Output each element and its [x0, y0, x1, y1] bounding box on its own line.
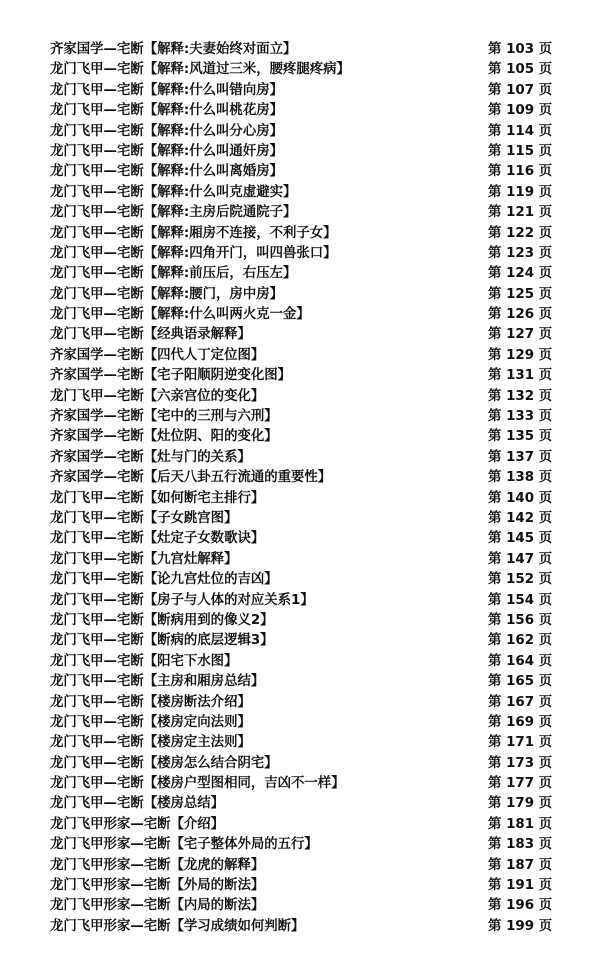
- toc-entry: [50, 468, 553, 488]
- page-suffix: 页: [538, 653, 553, 669]
- page-prefix: 第: [488, 816, 502, 832]
- toc-entry-title: 龙门飞甲—宅断【房子与人体的对应关系1】: [50, 592, 314, 608]
- toc-entry-title: 龙门飞甲—宅断【经典语录解释】: [50, 327, 251, 343]
- page-prefix: 第: [488, 674, 502, 690]
- page-prefix: 第: [488, 164, 502, 180]
- toc-entry: [50, 427, 553, 447]
- toc-entry: [50, 652, 553, 672]
- page-suffix: 页: [538, 103, 553, 119]
- page-suffix: 页: [538, 143, 553, 159]
- toc-entry-title: 龙门飞甲—宅断【断病的底层逻辑3】: [50, 633, 274, 649]
- page-prefix: 第: [488, 225, 502, 241]
- toc-entry: [50, 611, 553, 631]
- toc-entry-title: 龙门飞甲—宅断【楼房怎么结合阴宅】: [50, 755, 278, 771]
- toc-entry: [50, 224, 553, 244]
- toc-entry-page: [488, 101, 552, 121]
- page-prefix: 第: [488, 205, 502, 221]
- page-number: 126: [506, 307, 535, 323]
- page-number: 164: [506, 653, 535, 669]
- page-prefix: 第: [488, 327, 502, 343]
- toc-entry: [50, 896, 553, 916]
- toc-entry-title: 齐家国学—宅断【灶与门的关系】: [50, 449, 251, 465]
- page-number: 105: [506, 62, 535, 78]
- page-suffix: 页: [538, 918, 553, 934]
- page-number: 196: [506, 898, 535, 914]
- page-prefix: 第: [488, 551, 502, 567]
- toc-entry-title: 龙门飞甲—宅断【断病用到的像义2】: [50, 612, 274, 628]
- page-prefix: 第: [488, 694, 502, 710]
- page-prefix: 第: [488, 735, 502, 751]
- toc-entry-page: [488, 468, 552, 488]
- page-prefix: 第: [488, 592, 502, 608]
- toc-entry-page: [488, 631, 552, 651]
- toc-entry: [50, 305, 553, 325]
- toc-entry-title: 齐家国学—宅断【宅中的三刑与六刑】: [50, 409, 278, 425]
- toc-entry-title: 龙门飞甲—宅断【楼房定向法则】: [50, 714, 251, 730]
- page-prefix: 第: [488, 470, 502, 486]
- toc-entry: [50, 101, 553, 121]
- toc-entry-page: [488, 40, 552, 60]
- page-prefix: 第: [488, 409, 502, 425]
- page-suffix: 页: [538, 82, 553, 98]
- toc-entry: [50, 591, 553, 611]
- page-number: 142: [506, 510, 535, 526]
- page-prefix: 第: [488, 103, 502, 119]
- page-prefix: 第: [488, 286, 502, 302]
- toc-entry: [50, 183, 553, 203]
- toc-entry-title: 龙门飞甲形家—宅断【学习成绩如何判断】: [50, 918, 305, 934]
- page-prefix: 第: [488, 490, 502, 506]
- toc-entry: [50, 60, 553, 80]
- toc-entry-page: [488, 387, 552, 407]
- toc-entry-page: [488, 427, 552, 447]
- page-suffix: 页: [538, 510, 553, 526]
- page-prefix: 第: [488, 307, 502, 323]
- toc-entry: [50, 407, 553, 427]
- toc-entry: [50, 856, 553, 876]
- toc-entry: [50, 774, 553, 794]
- toc-entry-title: 龙门飞甲—宅断【楼房定主法则】: [50, 735, 251, 751]
- toc-entry-title: 龙门飞甲—宅断【解释:什么叫通奸房】: [50, 143, 283, 159]
- page-prefix: 第: [488, 633, 502, 649]
- toc-entry-page: [488, 325, 552, 345]
- toc-entry-page: [488, 570, 552, 590]
- page-number: 109: [506, 103, 535, 119]
- toc-entry-page: [488, 794, 552, 814]
- page-prefix: 第: [488, 42, 502, 57]
- page-prefix: 第: [488, 245, 502, 261]
- page-number: 115: [506, 143, 535, 159]
- toc-entry-title: 龙门飞甲—宅断【灶定子女数歌诀】: [50, 531, 265, 547]
- toc-entry-page: [488, 285, 552, 305]
- page-suffix: 页: [538, 714, 553, 730]
- page-suffix: 页: [538, 409, 553, 425]
- page-prefix: 第: [488, 184, 502, 200]
- page-suffix: 页: [538, 327, 553, 343]
- page-prefix: 第: [488, 449, 502, 465]
- page-number: 133: [506, 409, 535, 425]
- toc-entry: [50, 387, 553, 407]
- page-number: 119: [506, 184, 535, 200]
- page-prefix: 第: [488, 612, 502, 628]
- page-number: 140: [506, 490, 535, 506]
- toc-entry: [50, 264, 553, 284]
- toc-entry-page: [488, 60, 552, 80]
- toc-entry-title: 龙门飞甲—宅断【解释:什么叫克虚避实】: [50, 184, 297, 200]
- toc-entry-title: 龙门飞甲—宅断【解释:什么叫两火克一金】: [50, 307, 310, 323]
- toc-entry: [50, 203, 553, 223]
- page-prefix: 第: [488, 755, 502, 771]
- page-number: 132: [506, 388, 535, 404]
- page-prefix: 第: [488, 82, 502, 98]
- page-suffix: 页: [538, 307, 553, 323]
- toc-entry-title: 龙门飞甲—宅断【解释:什么叫离婚房】: [50, 164, 283, 180]
- page-number: 135: [506, 429, 535, 445]
- toc-entry-page: [488, 366, 552, 386]
- toc-entry: [50, 631, 553, 651]
- page-prefix: 第: [488, 123, 502, 139]
- toc-entry-title: 龙门飞甲—宅断【解释:厢房不连接，不利子女】: [50, 225, 337, 241]
- page-number: 162: [506, 633, 535, 649]
- toc-entry-title: 龙门飞甲—宅断【解释:风道过三米，腰疼腿疼病】: [50, 62, 350, 78]
- page-suffix: 页: [538, 735, 553, 751]
- toc-entry: [50, 794, 553, 814]
- toc-entry-page: [488, 162, 552, 182]
- page-suffix: 页: [538, 205, 553, 221]
- toc-entry-page: [488, 203, 552, 223]
- toc-entry-page: [488, 754, 552, 774]
- page-suffix: 页: [538, 286, 553, 302]
- page-number: 165: [506, 674, 535, 690]
- toc-entry-page: [488, 81, 552, 101]
- toc-entry: [50, 529, 553, 549]
- page-suffix: 页: [538, 123, 553, 139]
- page-suffix: 页: [538, 42, 553, 57]
- toc-entry-page: [488, 611, 552, 631]
- toc-entry-title: 龙门飞甲形家—宅断【介绍】: [50, 816, 225, 832]
- toc-entry-page: [488, 529, 552, 549]
- toc-entry-page: [488, 672, 552, 692]
- page-prefix: 第: [488, 531, 502, 547]
- toc-entry-page: [488, 896, 552, 916]
- toc-entry-title: 龙门飞甲—宅断【六亲宫位的变化】: [50, 388, 265, 404]
- toc-entry-page: [488, 856, 552, 876]
- toc-entry: [50, 835, 553, 855]
- page-prefix: 第: [488, 143, 502, 159]
- page-suffix: 页: [538, 164, 553, 180]
- toc-entry-title: 龙门飞甲—宅断【解释:什么叫分心房】: [50, 123, 283, 139]
- page-number: 124: [506, 266, 535, 282]
- page-prefix: 第: [488, 898, 502, 914]
- toc-entry-page: [488, 591, 552, 611]
- toc-entry: [50, 244, 553, 264]
- page-number: 147: [506, 551, 535, 567]
- page-suffix: 页: [538, 674, 553, 690]
- page-prefix: 第: [488, 368, 502, 384]
- toc-entry: [50, 448, 553, 468]
- page-suffix: 页: [538, 245, 553, 261]
- page-suffix: 页: [538, 470, 553, 486]
- page-number: 103: [506, 42, 535, 57]
- page-number: 145: [506, 531, 535, 547]
- toc-entry-page: [488, 876, 552, 896]
- page-prefix: 第: [488, 572, 502, 588]
- toc-entry-title: 齐家国学—宅断【灶位阴、阳的变化】: [50, 429, 278, 445]
- toc-entry-title: 龙门飞甲—宅断【解释:什么叫桃花房】: [50, 103, 283, 119]
- page-number: 122: [506, 225, 535, 241]
- toc-entry-title: 龙门飞甲—宅断【解释:腰门，房中房】: [50, 286, 283, 302]
- page-prefix: 第: [488, 347, 502, 363]
- page-suffix: 页: [538, 755, 553, 771]
- page-suffix: 页: [538, 225, 553, 241]
- toc-entry-page: [488, 713, 552, 733]
- page-suffix: 页: [538, 898, 553, 914]
- toc-entry: [50, 754, 553, 774]
- toc-entry-title: 龙门飞甲—宅断【阳宅下水图】: [50, 653, 238, 669]
- page-number: 183: [506, 837, 535, 853]
- page-suffix: 页: [538, 633, 553, 649]
- toc-entry: [50, 693, 553, 713]
- page-suffix: 页: [538, 572, 553, 588]
- toc-entry: [50, 366, 553, 386]
- page-prefix: 第: [488, 714, 502, 730]
- toc-entry-title: 龙门飞甲—宅断【子女跳宫图】: [50, 510, 238, 526]
- toc-entry-title: 齐家国学—宅断【解释:夫妻始终对面立】: [50, 42, 297, 57]
- toc-entry-page: [488, 346, 552, 366]
- page-suffix: 页: [538, 857, 553, 873]
- toc-entry-page: [488, 264, 552, 284]
- page-suffix: 页: [538, 694, 553, 710]
- toc-entry: [50, 142, 553, 162]
- toc-entry-page: [488, 774, 552, 794]
- toc-entry: [50, 917, 553, 937]
- page-prefix: 第: [488, 878, 502, 894]
- page-number: 131: [506, 368, 535, 384]
- toc-entry-title: 龙门飞甲—宅断【楼房户型图相同，吉凶不一样】: [50, 776, 345, 792]
- page-number: 167: [506, 694, 535, 710]
- page-number: 177: [506, 776, 535, 792]
- toc-entry-title: 龙门飞甲—宅断【九宫灶解释】: [50, 551, 238, 567]
- page-number: 121: [506, 205, 535, 221]
- page-number: 179: [506, 796, 535, 812]
- page-suffix: 页: [538, 531, 553, 547]
- page-prefix: 第: [488, 62, 502, 78]
- page-prefix: 第: [488, 837, 502, 853]
- page-prefix: 第: [488, 510, 502, 526]
- page-suffix: 页: [538, 551, 553, 567]
- toc-entry-page: [488, 917, 552, 937]
- toc-entry-page: [488, 489, 552, 509]
- page-prefix: 第: [488, 266, 502, 282]
- toc-entry-page: [488, 835, 552, 855]
- page-number: 181: [506, 816, 535, 832]
- toc-entry: [50, 346, 553, 366]
- page-prefix: 第: [488, 796, 502, 812]
- toc-entry-title: 龙门飞甲—宅断【解释:四角开门，叫四兽张口】: [50, 245, 337, 261]
- page-number: 138: [506, 470, 535, 486]
- toc-entry-title: 齐家国学—宅断【宅子阳顺阴逆变化图】: [50, 368, 292, 384]
- page-number: 187: [506, 857, 535, 873]
- toc-entry-page: [488, 652, 552, 672]
- toc-entry-title: 龙门飞甲形家—宅断【内局的断法】: [50, 898, 265, 914]
- toc-entry-title: 龙门飞甲—宅断【论九宫灶位的吉凶】: [50, 572, 278, 588]
- page-number: 156: [506, 612, 535, 628]
- toc-entry: [50, 325, 553, 345]
- toc-entry: [50, 815, 553, 835]
- page-suffix: 页: [538, 266, 553, 282]
- page-number: 127: [506, 327, 535, 343]
- page-number: 116: [506, 164, 535, 180]
- page-number: 114: [506, 123, 535, 139]
- toc-entry: [50, 40, 553, 60]
- toc-entry: [50, 81, 553, 101]
- page-suffix: 页: [538, 796, 553, 812]
- page-prefix: 第: [488, 918, 502, 934]
- page-number: 123: [506, 245, 535, 261]
- toc-entry-page: [488, 142, 552, 162]
- toc-entry-page: [488, 509, 552, 529]
- toc-entry-page: [488, 244, 552, 264]
- toc-entry-title: 龙门飞甲形家—宅断【宅子整体外局的五行】: [50, 837, 318, 853]
- page-prefix: 第: [488, 429, 502, 445]
- toc-entry-title: 龙门飞甲—宅断【如何断宅主排行】: [50, 490, 265, 506]
- page-number: 199: [506, 918, 535, 934]
- page-number: 171: [506, 735, 535, 751]
- toc-entry: [50, 162, 553, 182]
- toc-entry: [50, 672, 553, 692]
- toc-entry-title: 齐家国学—宅断【后天八卦五行流通的重要性】: [50, 470, 332, 486]
- page-number: 173: [506, 755, 535, 771]
- toc-entry-page: [488, 693, 552, 713]
- page-suffix: 页: [538, 429, 553, 445]
- page-prefix: 第: [488, 653, 502, 669]
- toc-entry-title: 龙门飞甲—宅断【楼房断法介绍】: [50, 694, 251, 710]
- toc-entry: [50, 713, 553, 733]
- page-suffix: 页: [538, 184, 553, 200]
- toc-entry-title: 龙门飞甲—宅断【解释:前压后，右压左】: [50, 266, 297, 282]
- toc-entry: [50, 733, 553, 753]
- page-prefix: 第: [488, 776, 502, 792]
- toc-entry-page: [488, 122, 552, 142]
- page-number: 169: [506, 714, 535, 730]
- page-number: 152: [506, 572, 535, 588]
- toc-entry-page: [488, 733, 552, 753]
- page-suffix: 页: [538, 347, 553, 363]
- toc-entry-page: [488, 224, 552, 244]
- toc-entry-title: 龙门飞甲—宅断【楼房总结】: [50, 796, 225, 812]
- toc-entry-page: [488, 550, 552, 570]
- page-number: 107: [506, 82, 535, 98]
- toc-entry-title: 龙门飞甲—宅断【主房和厢房总结】: [50, 674, 265, 690]
- page-suffix: 页: [538, 490, 553, 506]
- toc-entry: [50, 285, 553, 305]
- page-suffix: 页: [538, 816, 553, 832]
- page-suffix: 页: [538, 449, 553, 465]
- page-prefix: 第: [488, 857, 502, 873]
- page-prefix: 第: [488, 388, 502, 404]
- toc-entry-title: 龙门飞甲形家—宅断【龙虎的解释】: [50, 857, 265, 873]
- page-number: 129: [506, 347, 535, 363]
- table-of-contents: [50, 40, 553, 937]
- toc-entry-title: 龙门飞甲形家—宅断【外局的断法】: [50, 878, 265, 894]
- toc-entry-title: 龙门飞甲—宅断【解释:主房后院通院子】: [50, 205, 297, 221]
- page-suffix: 页: [538, 878, 553, 894]
- page-number: 154: [506, 592, 535, 608]
- page-suffix: 页: [538, 776, 553, 792]
- toc-entry-page: [488, 448, 552, 468]
- toc-entry-title: 龙门飞甲—宅断【解释:什么叫错向房】: [50, 82, 283, 98]
- page-suffix: 页: [538, 592, 553, 608]
- page-suffix: 页: [538, 388, 553, 404]
- toc-entry-page: [488, 305, 552, 325]
- toc-entry: [50, 489, 553, 509]
- toc-entry-page: [488, 183, 552, 203]
- page-number: 125: [506, 286, 535, 302]
- page-number: 137: [506, 449, 535, 465]
- page-number: 191: [506, 878, 535, 894]
- page-suffix: 页: [538, 612, 553, 628]
- toc-entry: [50, 570, 553, 590]
- toc-entry-title: 齐家国学—宅断【四代人丁定位图】: [50, 347, 265, 363]
- page-suffix: 页: [538, 837, 553, 853]
- toc-entry-page: [488, 407, 552, 427]
- toc-entry: [50, 876, 553, 896]
- page-suffix: 页: [538, 62, 553, 78]
- toc-entry-page: [488, 815, 552, 835]
- toc-entry: [50, 550, 553, 570]
- page-suffix: 页: [538, 368, 553, 384]
- toc-entry: [50, 122, 553, 142]
- toc-entry: [50, 509, 553, 529]
